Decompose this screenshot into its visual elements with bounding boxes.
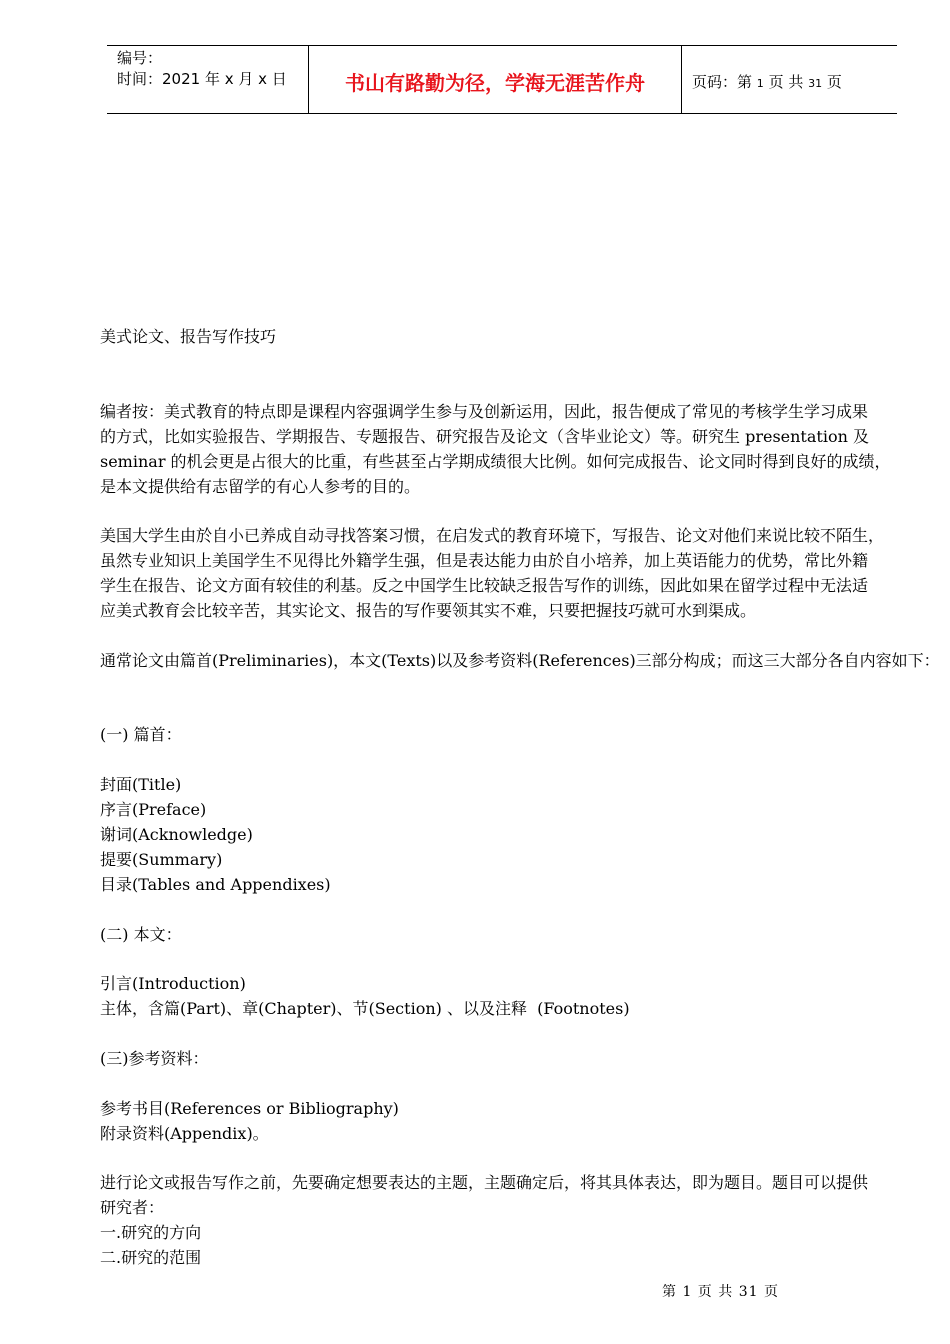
section-list (100, 772, 912, 897)
list-item: 谢词(Acknowledge) (100, 825, 253, 844)
page-total: 31 (808, 77, 823, 90)
document-title: 美式论文、报告写作技巧 (100, 327, 277, 346)
text-line: 是本文提供给有志留学的有心人参考的目的。 (100, 477, 421, 496)
list-item: 序言(Preface) (100, 800, 207, 819)
text-line: 学生在报告、论文方面有较佳的利基。反之中国学生比较缺乏报告写作的训练，因此如果在留学过程中无法适 (100, 576, 869, 595)
section-heading: (一) 篇首： (100, 725, 182, 744)
body-paragraph (100, 523, 912, 623)
list-item: 封面(Title) (100, 775, 182, 794)
text-line: seminar 的机会更是占很大的比重，有些甚至占学期成绩很大比例。如何完成报告、论文同时得到良好的成绩， (100, 452, 891, 471)
text-line: 通常论文由篇首(Preliminaries)，本文(Texts)以及参考资料(References)三部分构成；而这三大部分各自内容如下： (100, 651, 940, 670)
header-page-indicator (692, 71, 842, 92)
header-top-rule (107, 45, 897, 46)
document-number-label: 编号： (117, 49, 163, 67)
header-separator-right (681, 45, 682, 113)
list-item: 提要(Summary) (100, 850, 223, 869)
topic-paragraph (100, 1170, 912, 1270)
text-line: 进行论文或报告写作之前，先要确定想要表达的主题，主题确定后，将其具体表达，即为题目。题目可以提供 (100, 1173, 869, 1192)
document-date: 时间：2021 年 x 月 x 日 (117, 70, 287, 88)
editor-note-paragraph (100, 399, 912, 499)
list-item: 主体，含篇(Part)、章(Chapter)、节(Section) 、以及注释 (Footnotes) (100, 999, 630, 1018)
list-item: 目录(Tables and Appendixes) (100, 875, 331, 894)
list-item: 一.研究的方向 (100, 1223, 202, 1242)
section-list (100, 971, 912, 1021)
text-line: 应美式教育会比较辛苦，其实论文、报告的写作要领其实不难，只要把握技巧就可水到渠成。 (100, 601, 757, 620)
list-item: 附录资料(Appendix)。 (100, 1124, 269, 1143)
text-line: 编者按：美式教育的特点即是课程内容强调学生参与及创新运用，因此，报告便成了常见的考核学生学习成果 (100, 402, 869, 421)
page-label: 页码：第 (692, 73, 753, 91)
text-line: 研究者： (100, 1198, 165, 1217)
page-end: 页 (826, 73, 842, 91)
list-item: 引言(Introduction) (100, 974, 246, 993)
section-heading: (三)参考资料： (100, 1049, 209, 1068)
list-item: 参考书目(References or Bibliography) (100, 1099, 399, 1118)
page-mid: 页 共 (768, 73, 804, 91)
text-line: 美国大学生由於自小已养成自动寻找答案习惯，在启发式的教育环境下，写报告、论文对他们来说比较不陌生， (100, 526, 885, 545)
list-item: 二.研究的范围 (100, 1248, 202, 1267)
header-bottom-rule (107, 113, 897, 114)
header-meta (117, 48, 287, 90)
header-motto: 书山有路勤为径，学海无涯苦作舟 (345, 71, 645, 95)
text-line: 虽然专业知识上美国学生不见得比外籍学生强，但是表达能力由於自小培养，加上英语能力的优势，常比外籍 (100, 551, 869, 570)
page-current: 1 (756, 77, 764, 90)
text-line: 的方式，比如实验报告、学期报告、专题报告、研究报告及论文（含毕业论文）等。研究生 presentation 及 (100, 427, 869, 446)
page-footer: 第 1 页 共 31 页 (662, 1284, 779, 1300)
section-heading: (二) 本文： (100, 925, 182, 944)
structure-intro-paragraph (100, 648, 940, 673)
section-list (100, 1096, 912, 1146)
